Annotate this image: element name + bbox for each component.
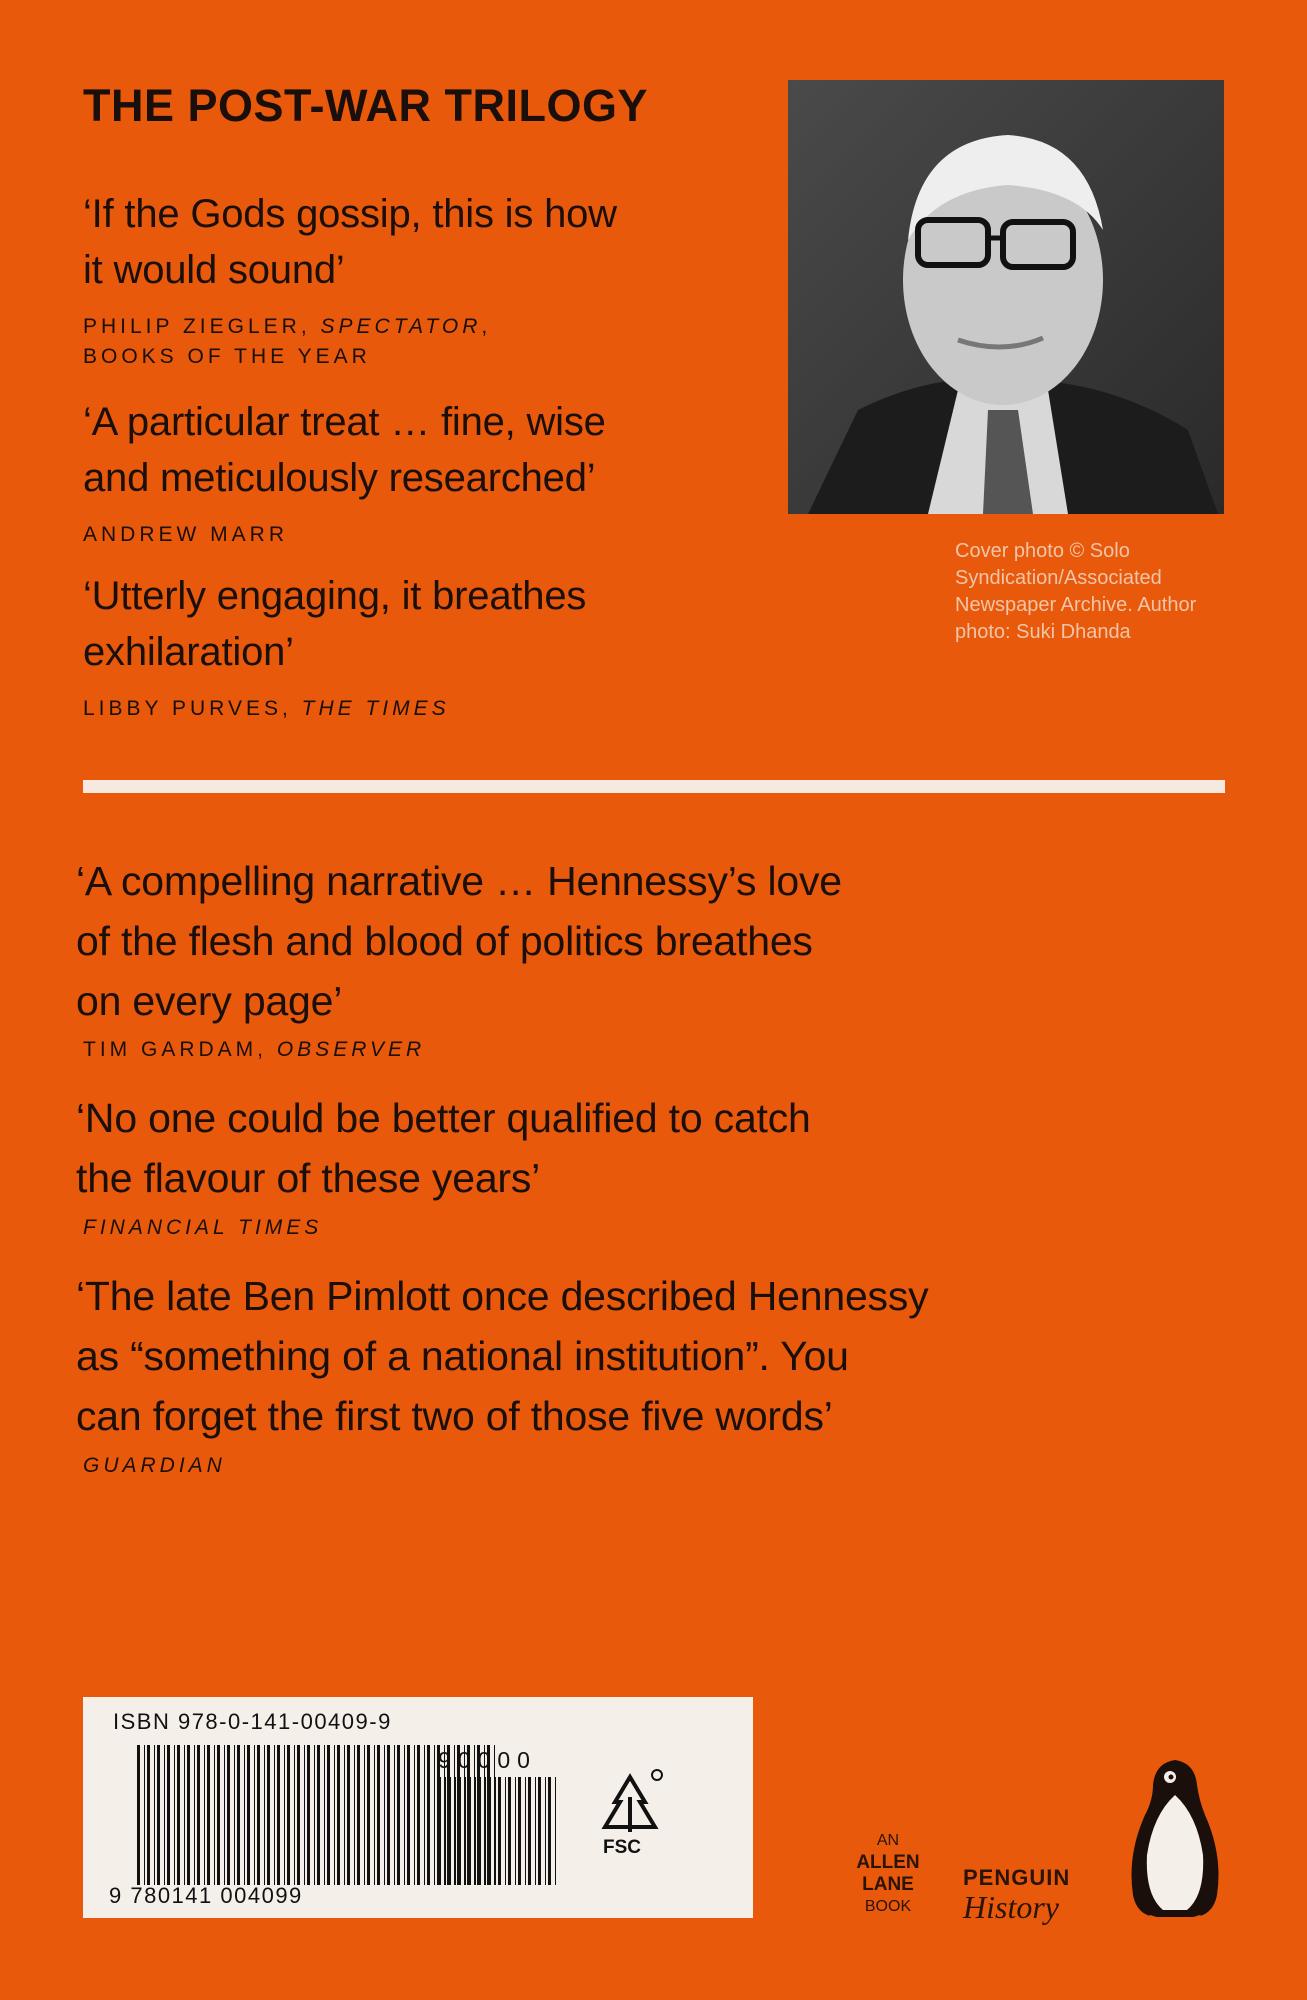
quote-2-attribution: ANDREW MARR <box>83 523 288 546</box>
barcode-bar <box>508 1777 511 1885</box>
barcode-bar <box>528 1777 531 1885</box>
barcode-bar <box>434 1745 435 1885</box>
barcode-bar <box>204 1745 205 1885</box>
quote-3-line-1: ‘Utterly engaging, it breathes <box>83 574 587 618</box>
barcode-bar <box>187 1745 190 1885</box>
barcode-bar <box>184 1745 185 1885</box>
barcode-bar <box>254 1745 255 1885</box>
barcode-bar <box>455 1777 456 1885</box>
barcode-bar <box>227 1745 230 1885</box>
barcode-bar <box>224 1745 225 1885</box>
allen-lane-logo: AN ALLEN LANE BOOK <box>856 1832 920 1915</box>
barcode-bar <box>237 1745 240 1885</box>
barcode-bar <box>485 1777 486 1885</box>
barcode-bar <box>264 1745 265 1885</box>
author-photo <box>788 80 1224 514</box>
barcode-bar <box>394 1745 395 1885</box>
barcode-bar <box>297 1745 300 1885</box>
barcode-bar <box>397 1745 400 1885</box>
fsc-tree-icon <box>595 1767 665 1837</box>
barcode-bar <box>468 1777 471 1885</box>
barcode-bar <box>337 1745 340 1885</box>
barcode-bar <box>414 1745 415 1885</box>
barcode-bar <box>475 1777 476 1885</box>
barcode-bar <box>407 1745 410 1885</box>
section-divider <box>83 780 1225 793</box>
price-code: 90000 <box>438 1747 537 1773</box>
barcode-digits: 9 780141 004099 <box>109 1883 303 1908</box>
barcode-bar <box>267 1745 270 1885</box>
barcode-bar <box>217 1745 220 1885</box>
barcode-bar <box>498 1777 501 1885</box>
barcode-bar <box>424 1745 425 1885</box>
barcode-bar <box>194 1745 195 1885</box>
barcode-bar <box>157 1745 160 1885</box>
barcode-bar <box>164 1745 165 1885</box>
barcode-bar <box>555 1777 556 1885</box>
penguin-icon <box>1125 1755 1225 1925</box>
barcode-bar <box>374 1745 375 1885</box>
barcode-bar <box>167 1745 170 1885</box>
barcode-bar <box>478 1777 481 1885</box>
quote-3 <box>83 568 586 680</box>
barcode-bar <box>458 1777 461 1885</box>
quote-4: ‘A compelling narrative … Hennessy’s love of the flesh and blood of politics breathes on every page’ <box>76 858 842 1024</box>
barcode-bar <box>174 1745 175 1885</box>
barcode-bar <box>294 1745 295 1885</box>
barcode-bar <box>535 1777 536 1885</box>
quote-3-line-2: exhilaration’ <box>83 630 294 674</box>
barcode-bar <box>448 1777 451 1885</box>
barcode-bar <box>445 1777 446 1885</box>
barcode-bar <box>427 1745 430 1885</box>
quote-2-line-2: and meticulously researched’ <box>83 456 596 500</box>
barcode-bar <box>304 1745 305 1885</box>
barcode-bar <box>384 1745 385 1885</box>
barcode-bar <box>177 1745 180 1885</box>
barcode-bar <box>538 1777 541 1885</box>
barcode-bar <box>387 1745 390 1885</box>
barcode-bar <box>518 1777 521 1885</box>
barcode-bar <box>147 1745 150 1885</box>
barcode-bar <box>137 1745 140 1885</box>
barcode-bar <box>488 1777 491 1885</box>
quote-4-attribution: TIM GARDAM, OBSERVER <box>83 1038 426 1061</box>
barcode-bar <box>404 1745 405 1885</box>
barcode-bar <box>314 1745 315 1885</box>
barcode-bar <box>357 1745 360 1885</box>
barcode-bar <box>207 1745 210 1885</box>
quote-6: ‘The late Ben Pimlott once described Hennessy as “something of a national institution”. You can forget the first two of those five words’ <box>76 1273 929 1439</box>
quote-1 <box>83 186 617 298</box>
barcode-panel <box>83 1697 753 1918</box>
barcode-bar <box>548 1777 551 1885</box>
quote-1-attribution: PHILIP ZIEGLER, SPECTATOR, BOOKS OF THE YEAR <box>83 315 492 368</box>
barcode-bar <box>307 1745 310 1885</box>
isbn-label: ISBN 978-0-141-00409-9 <box>113 1709 392 1734</box>
barcode-bar <box>417 1745 420 1885</box>
barcode-bar <box>377 1745 380 1885</box>
barcode-bar <box>344 1745 345 1885</box>
barcode-bar <box>277 1745 280 1885</box>
price-barcode <box>438 1777 558 1885</box>
barcode-bar <box>438 1777 441 1885</box>
quote-2 <box>83 394 606 506</box>
quote-5-attribution: FINANCIAL TIMES <box>83 1216 323 1239</box>
barcode-bar <box>334 1745 335 1885</box>
series-heading: THE POST-WAR TRILOGY <box>83 80 649 131</box>
barcode-bar <box>284 1745 285 1885</box>
barcode-bar <box>465 1777 466 1885</box>
barcode-bar <box>515 1777 516 1885</box>
barcode-bar <box>287 1745 290 1885</box>
barcode-bar <box>214 1745 215 1885</box>
barcode-bar <box>274 1745 275 1885</box>
penguin-history-logo: PENGUIN History <box>963 1865 1071 1925</box>
quote-1-line-1: ‘If the Gods gossip, this is how <box>83 192 617 236</box>
barcode-bar <box>545 1777 546 1885</box>
photo-credit: Cover photo © Solo Syndication/Associated Newspaper Archive. Author photo: Suki Dhanda <box>955 540 1197 643</box>
barcode-bar <box>244 1745 245 1885</box>
quote-3-attribution: LIBBY PURVES, THE TIMES <box>83 697 450 720</box>
barcode-bar <box>324 1745 325 1885</box>
barcode-bar <box>197 1745 200 1885</box>
quote-2-line-1: ‘A particular treat … fine, wise <box>83 400 606 444</box>
quote-1-line-2: it would sound’ <box>83 248 345 292</box>
barcode-bar <box>495 1777 496 1885</box>
barcode-bar <box>154 1745 155 1885</box>
barcode-bar <box>234 1745 235 1885</box>
barcode-bar <box>505 1777 506 1885</box>
barcode-bar <box>347 1745 350 1885</box>
author-portrait-image <box>788 80 1224 514</box>
fsc-label: FSC <box>603 1837 641 1858</box>
barcode-bar <box>354 1745 355 1885</box>
barcode-bar <box>317 1745 320 1885</box>
barcode-bar <box>367 1745 370 1885</box>
barcode-bar <box>364 1745 365 1885</box>
quote-6-attribution: GUARDIAN <box>83 1454 226 1477</box>
barcode-bar <box>257 1745 260 1885</box>
barcode-bar <box>144 1745 145 1885</box>
quote-5: ‘No one could be better qualified to catch the flavour of these years’ <box>76 1095 811 1201</box>
barcode-bar <box>247 1745 250 1885</box>
barcode-bar <box>525 1777 526 1885</box>
barcode-bar <box>327 1745 330 1885</box>
